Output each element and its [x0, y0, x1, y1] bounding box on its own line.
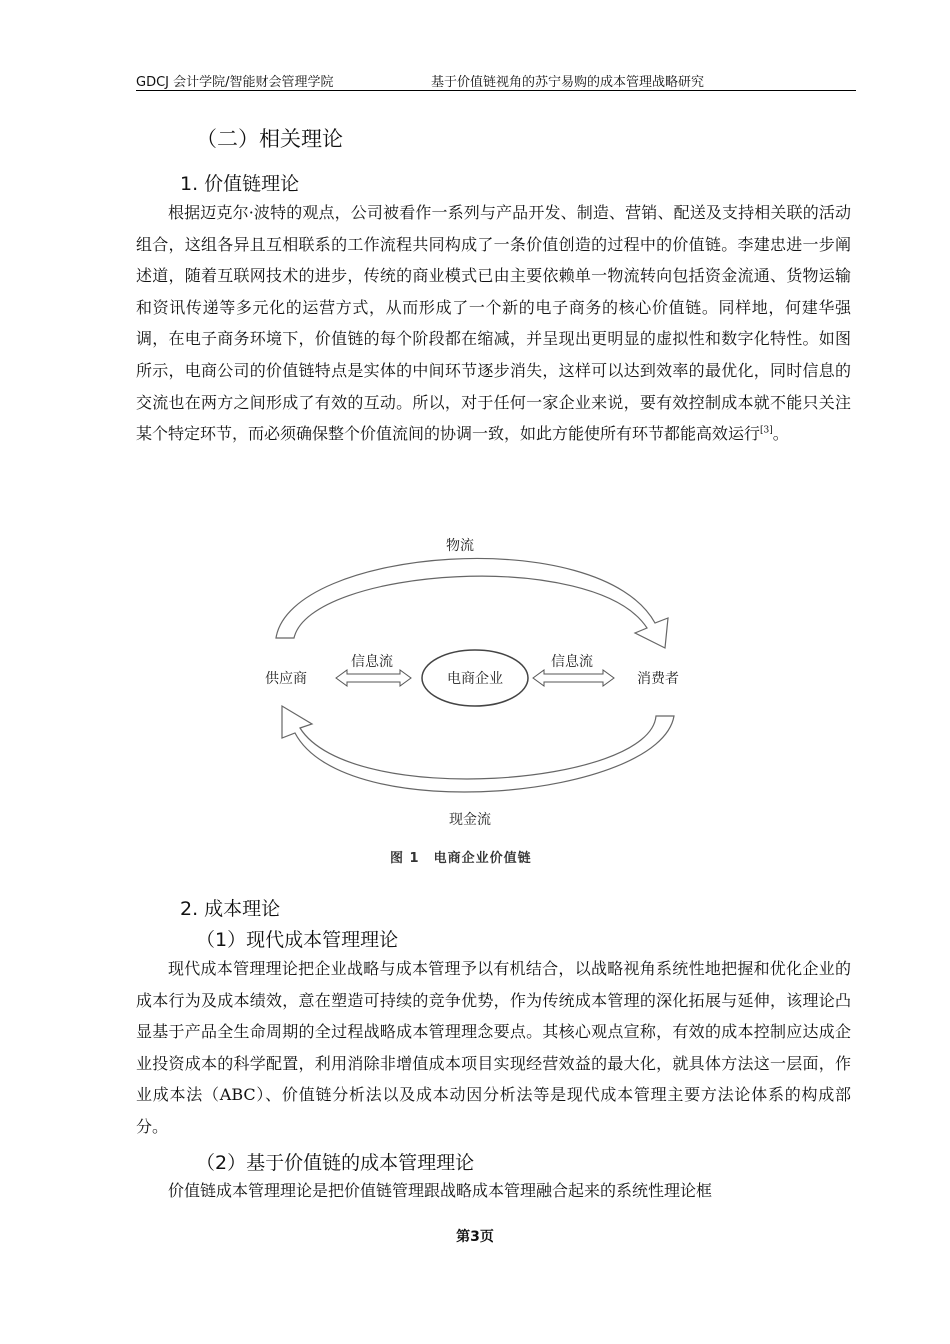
top-flow-label: 物流 [446, 538, 474, 554]
paragraph-modern-cost: 现代成本管理理论把企业战略与成本管理予以有机结合，以战略视角系统性地把握和优化企业的成本行为及成本绩效，意在塑造可持续的竞争优势，作为传统成本管理的深化拓展与延伸，该理论凸显基于产品全生命周期的全过程战略成本管理理念要点。其核心观点宣称，有效的成本控制应达成企业投资成本的科学配置，利用消除非增值成本项目实现经营效益的最大化，就具体方法这一层面，作业成本法（ABC）、价值链分析法以及成本动因分析法等是现代成本管理主要方法论体系的构成部分。 [136, 959, 851, 1136]
page-header [136, 64, 856, 91]
paragraph-value-chain-cost: 价值链成本管理理论是把价值链管理跟战略成本管理融合起来的系统性理论框 [168, 1181, 713, 1200]
paragraph-value-chain [136, 197, 851, 450]
subsection-cost-theory-title: 2. 成本理论 [180, 898, 281, 920]
ecommerce-node-label: 电商企业 [447, 671, 503, 687]
figure-caption: 图 1 电商企业价值链 [390, 851, 532, 866]
value-chain-diagram [250, 528, 700, 878]
supplier-label: 供应商 [265, 671, 307, 687]
paragraph-value-chain-end: 。 [772, 424, 789, 444]
left-info-flow-label: 信息流 [351, 654, 393, 670]
subsection-value-chain-cost-title: （2）基于价值链的成本管理理论 [196, 1152, 475, 1174]
logistics-flow-arrow [276, 558, 668, 648]
header-institution: GDCJ 会计学院/智能财会管理学院 [136, 75, 334, 90]
left-info-flow-arrow [336, 670, 411, 686]
right-info-flow-label: 信息流 [551, 654, 593, 670]
consumer-label: 消费者 [637, 671, 679, 687]
section-title: （二）相关理论 [196, 127, 343, 151]
page-number: 第3页 [456, 1229, 494, 1245]
bottom-flow-label: 现金流 [449, 812, 491, 828]
right-info-flow-arrow [533, 670, 614, 686]
header-thesis-title: 基于价值链视角的苏宁易购的成本管理战略研究 [431, 75, 705, 90]
paragraph-value-chain-text: 根据迈克尔·波特的观点，公司被看作一系列与产品开发、制造、营销、配送及支持相关联的活动组合，这组各异且互相联系的工作流程共同构成了一条价值创造的过程中的价值链。李建忠进一步阐述道，随着互联网技术的进步，传统的商业模式已由主要依赖单一物流转向包括资金流通、货物运输和资讯传递等多元化的运营方式，从而形成了一个新的电子商务的核心价值链。同样地，何建华强调，在电子商务环境下，价值链的每个阶段都在缩减，并呈现出更明显的虚拟性和数字化特性。如图所示，电商公司的价值链特点是实体的中间环节逐步消失，这样可以达到效率的最优化，同时信息的交流也在两方之间形成了有效的互动。所以，对于任何一家企业来说，要有效控制成本就不能只关注某个特定环节，而必须确保整个价值流间的协调一致，如此方能使所有环节都能高效运行 [136, 203, 851, 444]
cash-flow-arrow [282, 706, 674, 792]
value-chain-figure [250, 528, 700, 878]
subsection-modern-cost-title: （1）现代成本管理理论 [196, 929, 399, 951]
subsection-value-chain-title: 1. 价值链理论 [180, 173, 300, 195]
citation-ref: [3] [760, 425, 773, 436]
